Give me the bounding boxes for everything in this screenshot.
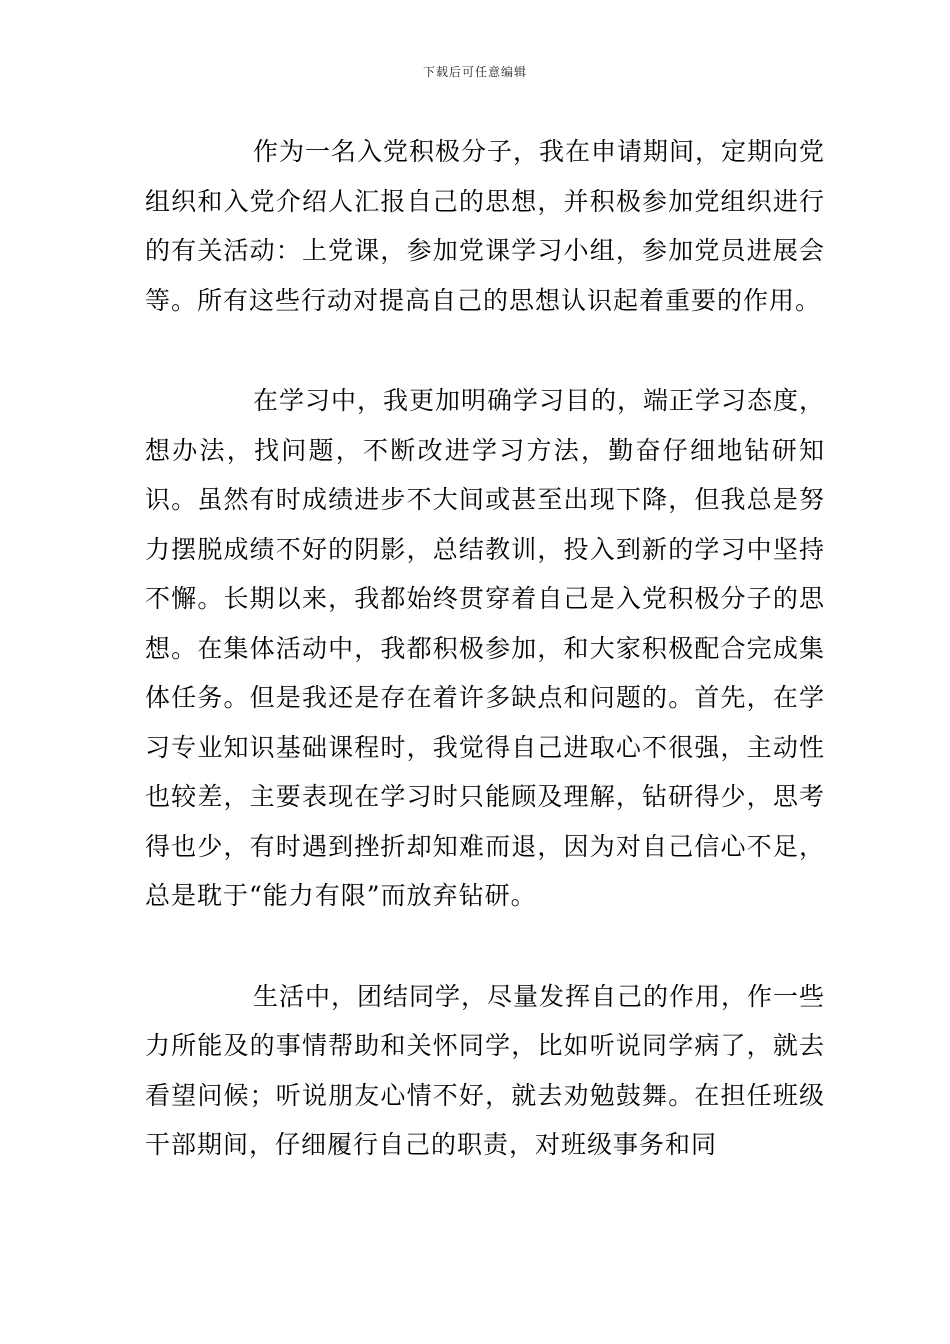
page-header-note: 下载后可任意编辑: [422, 65, 527, 79]
paragraph-1: 作为一名入党积极分子，我在申请期间，定期向党组织和入党介绍人汇报自己的思想，并积极参加党组织进行的有关活动：上党课，参加党课学习小组，参加党员进展会等。所有这些行动对提高自己的思想认识起着重要的作用。: [145, 137, 826, 315]
paragraph-2: 在学习中，我更加明确学习目的，端正学习态度，想办法，找问题，不断改进学习方法，勤奋仔细地钻研知识。虽然有时成绩进步不大间或甚至出现下降，但我总是努力摆脱成绩不好的阴影，总结教训，投入到新的学习中坚持不懈。长期以来，我都始终贯穿着自己是入党积极分子的思想。在集体活动中，我都积极参加，和大家积极配合完成集体任务。但是我还是存在着许多缺点和问题的。首先，在学习专业知识基础课程时，我觉得自己进取心不很强，主动性也较差，主要表现在学习时只能顾及理解，钻研得少，思考得也少，有时遇到挫折却知难而退，因为对自己信心不足，总是耽于“能力有限”而放弃钻研。: [145, 386, 826, 910]
paragraph-3: 生活中，团结同学，尽量发挥自己的作用，作一些力所能及的事情帮助和关怀同学，比如听说同学病了，就去看望问候；听说朋友心情不好，就去劝勉鼓舞。在担任班级干部期间，仔细履行自己的职责，对班级事务和同: [145, 981, 826, 1159]
document-body: [145, 127, 825, 1221]
